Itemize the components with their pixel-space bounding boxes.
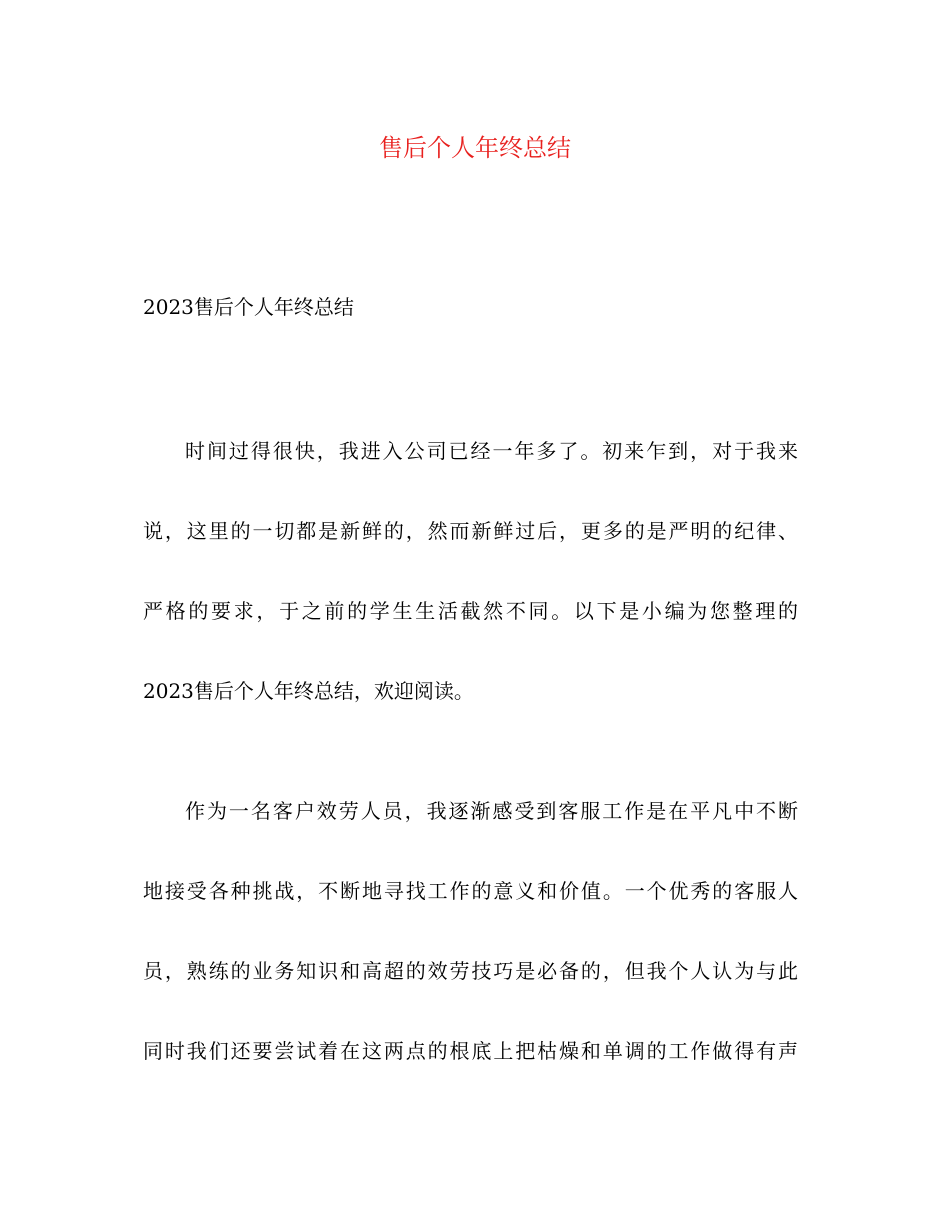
paragraph-line: 同时我们还要尝试着在这两点的根底上把枯燥和单调的工作做得有声 xyxy=(143,1039,798,1063)
document-subtitle: 2023售后个人年终总结 xyxy=(143,295,354,319)
paragraph-2 xyxy=(143,791,798,1111)
paragraph-line: 时间过得很快，我进入公司已经一年多了。初来乍到，对于我来 xyxy=(185,439,798,463)
paragraph-line: 员，熟练的业务知识和高超的效劳技巧是必备的，但我个人认为与此 xyxy=(143,959,798,983)
paragraph-line: 地接受各种挑战，不断地寻找工作的意义和价值。一个优秀的客服人 xyxy=(143,879,798,903)
document-title: 售后个人年终总结 xyxy=(379,134,571,162)
paragraph-1 xyxy=(143,431,798,751)
paragraph-line: 2023售后个人年终总结，欢迎阅读。 xyxy=(143,679,474,703)
paragraph-line: 严格的要求，于之前的学生生活截然不同。以下是小编为您整理的 xyxy=(143,599,798,623)
paragraph-line: 说，这里的一切都是新鲜的，然而新鲜过后，更多的是严明的纪律、 xyxy=(143,519,798,543)
paragraph-line: 作为一名客户效劳人员，我逐渐感受到客服工作是在平凡中不断 xyxy=(185,799,798,823)
